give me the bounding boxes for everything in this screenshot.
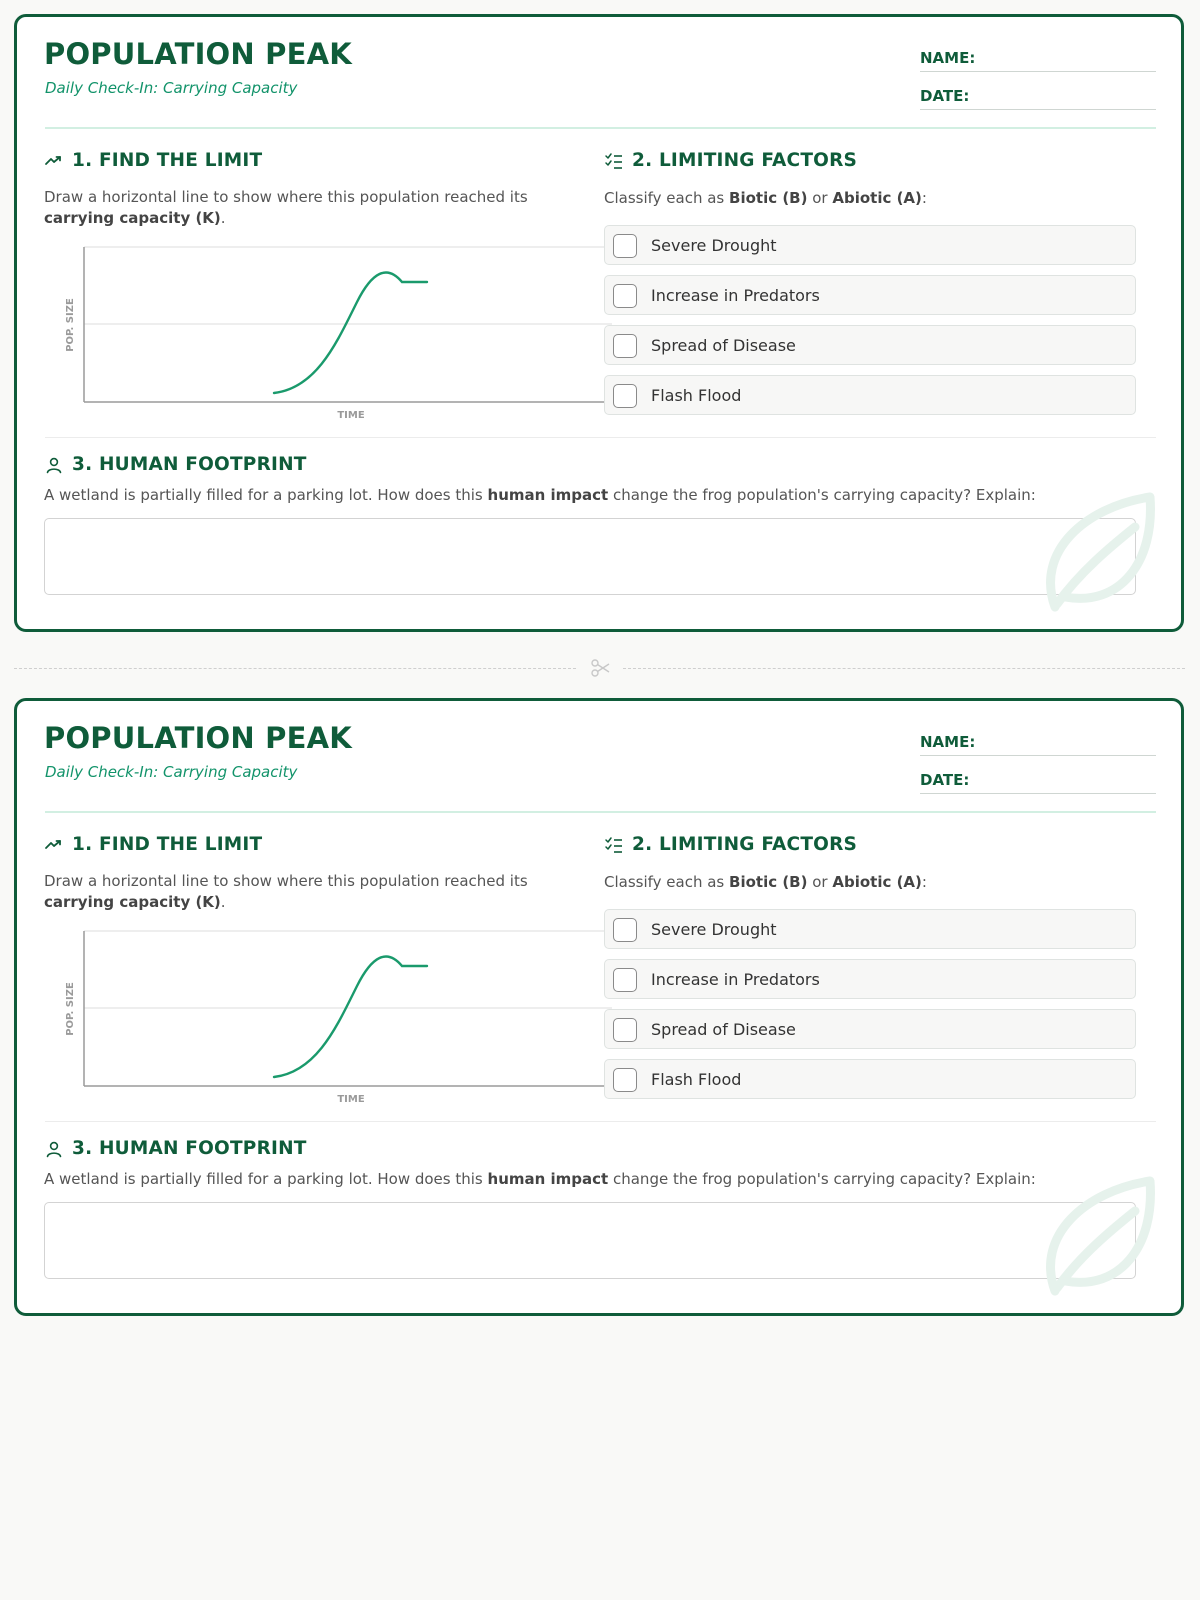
section-1-header	[44, 150, 262, 171]
factor-option[interactable]	[604, 375, 1136, 415]
checklist-icon	[604, 835, 624, 855]
cut-line-right	[623, 668, 1185, 669]
header-rule	[45, 811, 1156, 813]
card-subtitle: Daily Check-In: Carrying Capacity	[45, 79, 298, 97]
section-2-instructions: Classify each as Biotic (B) or Abiotic (A):	[604, 189, 927, 207]
person-icon	[44, 1139, 64, 1159]
name-label: NAME:	[920, 49, 976, 67]
factor-checkbox[interactable]	[613, 384, 637, 408]
date-field[interactable]	[920, 769, 1156, 794]
factor-checkbox[interactable]	[613, 334, 637, 358]
factor-option[interactable]	[604, 325, 1136, 365]
name-label: NAME:	[920, 733, 976, 751]
factor-label: Spread of Disease	[651, 1020, 796, 1039]
factor-option[interactable]	[604, 1009, 1136, 1049]
card-subtitle: Daily Check-In: Carrying Capacity	[45, 763, 298, 781]
factor-checkbox[interactable]	[613, 234, 637, 258]
factor-option[interactable]	[604, 275, 1136, 315]
trend-up-icon	[44, 151, 64, 171]
section-1-instructions: Draw a horizontal line to show where this population reached its carrying capacity (K).	[44, 188, 528, 227]
section-3-title: 3. HUMAN FOOTPRINT	[72, 1138, 307, 1159]
date-label: DATE:	[920, 771, 970, 789]
graph-x-label: TIME	[337, 1094, 365, 1105]
factor-label: Increase in Predators	[651, 286, 820, 305]
name-field[interactable]	[920, 731, 1156, 756]
factor-label: Severe Drought	[651, 236, 777, 255]
factor-option[interactable]	[604, 225, 1136, 265]
population-graph[interactable]	[57, 242, 627, 427]
person-icon	[44, 455, 64, 475]
date-label: DATE:	[920, 87, 970, 105]
section-2-instructions: Classify each as Biotic (B) or Abiotic (A):	[604, 873, 927, 891]
factor-checkbox[interactable]	[613, 1068, 637, 1092]
date-field[interactable]	[920, 85, 1156, 110]
section-2-title: 2. LIMITING FACTORS	[632, 150, 858, 171]
section-3-header	[44, 454, 307, 475]
population-curve	[274, 272, 427, 393]
scissors-icon	[590, 657, 612, 679]
population-curve	[274, 956, 427, 1077]
graph-x-label: TIME	[337, 410, 365, 421]
population-graph[interactable]	[57, 926, 627, 1111]
factor-label: Severe Drought	[651, 920, 777, 939]
card-title: POPULATION PEAK	[44, 37, 352, 71]
section-3-prompt: A wetland is partially filled for a parking lot. How does this human impact change the frog population's carrying capacity? Explain:	[44, 486, 1036, 504]
name-field[interactable]	[920, 47, 1156, 72]
factor-option[interactable]	[604, 1059, 1136, 1099]
factor-checkbox[interactable]	[613, 968, 637, 992]
section-2-title: 2. LIMITING FACTORS	[632, 834, 858, 855]
section-1-header	[44, 834, 262, 855]
factor-label: Spread of Disease	[651, 336, 796, 355]
section-1-title: 1. FIND THE LIMIT	[72, 150, 263, 171]
checklist-icon	[604, 151, 624, 171]
section-1-title: 1. FIND THE LIMIT	[72, 834, 263, 855]
section-2-header	[604, 150, 857, 171]
factor-option[interactable]	[604, 959, 1136, 999]
section-2-header	[604, 834, 857, 855]
header-rule	[45, 127, 1156, 129]
graph-y-label: POP. SIZE	[65, 298, 76, 352]
section-3-title: 3. HUMAN FOOTPRINT	[72, 454, 307, 475]
section-3-prompt: A wetland is partially filled for a parking lot. How does this human impact change the frog population's carrying capacity? Explain:	[44, 1170, 1036, 1188]
factor-checkbox[interactable]	[613, 918, 637, 942]
checkin-card	[14, 698, 1184, 1316]
section-divider	[45, 1121, 1156, 1122]
factor-checkbox[interactable]	[613, 284, 637, 308]
checkin-card	[14, 14, 1184, 632]
section-3-header	[44, 1138, 307, 1159]
factor-label: Flash Flood	[651, 1070, 742, 1089]
leaf-icon	[1035, 1176, 1165, 1306]
graph-y-label: POP. SIZE	[65, 982, 76, 1036]
factor-label: Flash Flood	[651, 386, 742, 405]
factor-label: Increase in Predators	[651, 970, 820, 989]
answer-box[interactable]	[44, 1202, 1136, 1279]
factor-option[interactable]	[604, 909, 1136, 949]
cut-line-left	[14, 668, 576, 669]
trend-up-icon	[44, 835, 64, 855]
card-title: POPULATION PEAK	[44, 721, 352, 755]
answer-box[interactable]	[44, 518, 1136, 595]
section-1-instructions: Draw a horizontal line to show where this population reached its carrying capacity (K).	[44, 872, 528, 911]
leaf-icon	[1035, 492, 1165, 622]
factor-checkbox[interactable]	[613, 1018, 637, 1042]
section-divider	[45, 437, 1156, 438]
